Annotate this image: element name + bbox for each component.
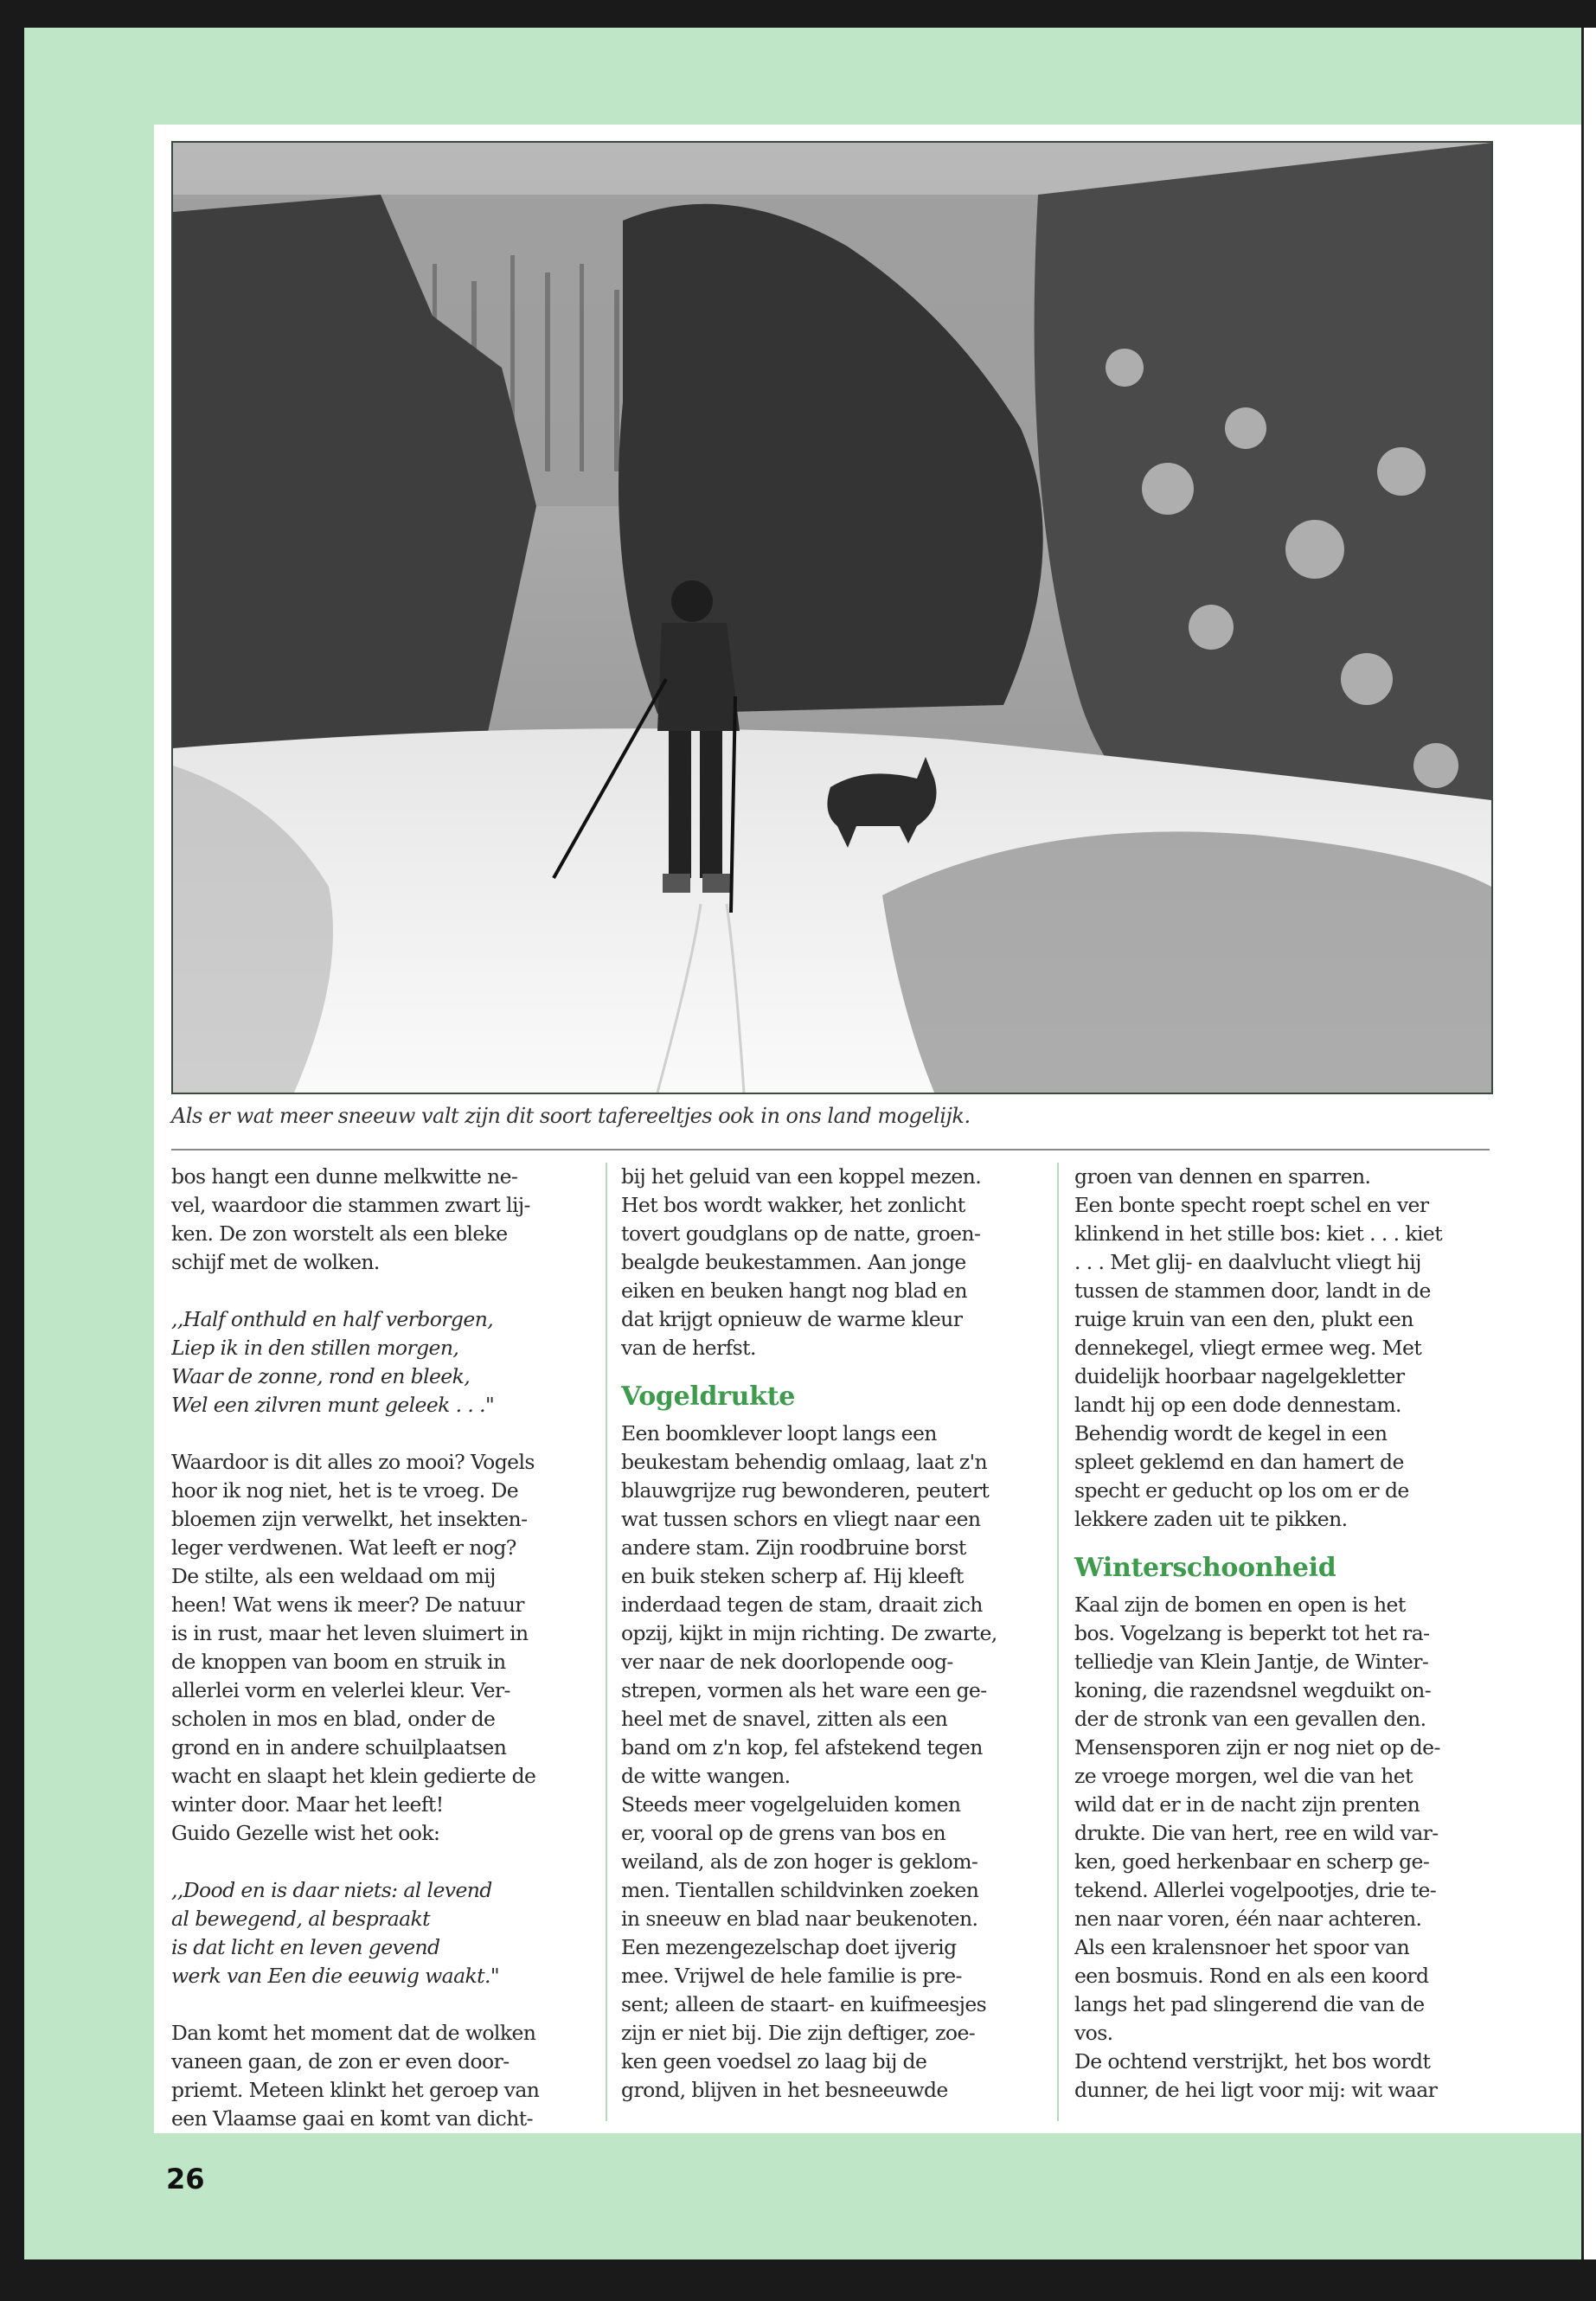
body-line: groen van dennen en sparren. — [1074, 1164, 1371, 1189]
paragraph-gap — [171, 1420, 574, 1448]
body-line: ver naar de nek doorlopende oog- — [621, 1650, 953, 1674]
body-line: ken geen voedsel zo laag bij de — [621, 2049, 927, 2073]
body-line: dat krijgt opnieuw de warme kleur — [621, 1307, 963, 1331]
body-line: leger verdwenen. Wat leeft er nog? — [171, 1535, 516, 1560]
section-heading-winterschoonheid: Winterschoonheid — [1074, 1553, 1336, 1583]
body-line: ken, goed herkenbaar en scherp ge- — [1074, 1849, 1430, 1874]
body-line: blauwgrijze rug bewonderen, peutert — [621, 1478, 990, 1503]
body-line: grond en in andere schuilplaatsen — [171, 1735, 507, 1759]
body-line: een bosmuis. Rond en als een koord — [1074, 1964, 1429, 1988]
text-column-1 — [171, 1163, 574, 2133]
body-line: weiland, als de zon hoger is geklom- — [621, 1849, 978, 1874]
body-line: vaneen gaan, de zon er even door- — [171, 2049, 510, 2073]
poem-line: Waar de zonne, rond en bleek, — [171, 1364, 471, 1388]
body-line: Waardoor is dit alles zo mooi? Vogels — [171, 1450, 535, 1474]
body-line: andere stam. Zijn roodbruine borst — [621, 1535, 966, 1560]
body-line: ruige kruin van een den, plukt een — [1074, 1307, 1413, 1331]
body-line: zijn er niet bij. Die zijn deftiger, zoe- — [621, 2021, 976, 2045]
poem-line: Wel een zilvren munt geleek . . ." — [171, 1393, 495, 1417]
body-line: bij het geluid van een koppel mezen. — [621, 1164, 982, 1189]
body-line: scholen in mos en blad, onder de — [171, 1707, 496, 1731]
body-line: sent; alleen de staart- en kuifmeesjes — [621, 1992, 987, 2016]
body-line: schijf met de wolken. — [171, 1250, 380, 1274]
body-line: De ochtend verstrijkt, het bos wordt — [1074, 2049, 1431, 2073]
body-line: mee. Vrijwel de hele familie is pre- — [621, 1964, 962, 1988]
photo-caption: Als er wat meer sneeuw valt zijn dit soort tafereeltjes ook in ons land mogelijk. — [171, 1104, 971, 1128]
body-line: spleet geklemd en dan hamert de — [1074, 1450, 1404, 1474]
body-line: wild dat er in de nacht zijn prenten — [1074, 1792, 1420, 1817]
body-line: Mensensporen zijn er nog niet op de- — [1074, 1735, 1440, 1759]
green-top-border — [24, 28, 1581, 125]
body-line: Behendig wordt de kegel in een — [1074, 1421, 1388, 1445]
right-page-edge — [1581, 28, 1596, 2259]
body-line: hoor ik nog niet, het is te vroeg. De — [171, 1478, 519, 1503]
body-line: klinkend in het stille bos: kiet . . . kiet — [1074, 1221, 1443, 1246]
body-line: de knoppen van boom en struik in — [171, 1650, 506, 1674]
poem-line: Liep ik in den stillen morgen, — [171, 1336, 459, 1360]
body-line: heen! Wat wens ik meer? De natuur — [171, 1593, 524, 1617]
bottom-scan-edge — [0, 2259, 1596, 2301]
text-column-2 — [621, 1163, 1028, 2105]
body-line: in sneeuw en blad naar beukenoten. — [621, 1907, 978, 1931]
body-line: Een mezengezelschap doet ijverig — [621, 1935, 957, 1959]
poem-line: al bewegend, al bespraakt — [171, 1907, 431, 1931]
text-column-3 — [1074, 1163, 1481, 2105]
body-line: tekend. Allerlei vogelpootjes, drie te- — [1074, 1878, 1437, 1902]
body-line: Guido Gezelle wist het ook: — [171, 1821, 440, 1845]
paragraph-gap — [171, 1848, 574, 1876]
body-line: ze vroege morgen, wel die van het — [1074, 1764, 1413, 1788]
body-line: specht er geducht op los om er de — [1074, 1478, 1409, 1503]
body-line: bealgde beukestammen. Aan jonge — [621, 1250, 966, 1274]
paragraph-gap — [171, 1990, 574, 2019]
body-line: ken. De zon worstelt als een bleke — [171, 1221, 508, 1246]
body-line: inderdaad tegen de stam, draait zich — [621, 1593, 983, 1617]
body-line: tussen de stammen door, landt in de — [1074, 1279, 1431, 1303]
body-line: bos. Vogelzang is beperkt tot het ra- — [1074, 1621, 1430, 1645]
body-line: is in rust, maar het leven sluimert in — [171, 1621, 529, 1645]
body-line: der de stronk van een gevallen den. — [1074, 1707, 1426, 1731]
body-line: beukestam behendig omlaag, laat z'n — [621, 1450, 988, 1474]
body-line: koning, die razendsnel wegduikt on- — [1074, 1678, 1432, 1702]
page-number: 26 — [166, 2163, 205, 2195]
column-divider — [1057, 1163, 1059, 2121]
body-line: vos. — [1074, 2021, 1113, 2045]
column-divider — [606, 1163, 607, 2121]
body-line: en buik steken scherp af. Hij kleeft — [621, 1564, 964, 1588]
body-line: wacht en slaapt het klein gedierte de — [171, 1764, 536, 1788]
poem-line: ,,Half onthuld en half verborgen, — [171, 1307, 494, 1331]
paragraph-gap — [171, 1277, 574, 1305]
body-line: . . . Met glij- en daalvlucht vliegt hij — [1074, 1250, 1421, 1274]
body-line: landt hij op een dode dennestam. — [1074, 1393, 1401, 1417]
body-line: strepen, vormen als het ware een ge- — [621, 1678, 987, 1702]
poem-line: ,,Dood en is daar niets: al levend — [171, 1878, 492, 1902]
green-bottom-border — [24, 2133, 1581, 2259]
body-line: de witte wangen. — [621, 1764, 791, 1788]
body-line: eiken en beuken hangt nog blad en — [621, 1279, 967, 1303]
green-left-border — [24, 28, 154, 2259]
body-line: Het bos wordt wakker, het zonlicht — [621, 1193, 965, 1217]
body-line: Een bonte specht roept schel en ver — [1074, 1193, 1429, 1217]
body-line: wat tussen schors en vliegt naar een — [621, 1507, 981, 1531]
body-line: De stilte, als een weldaad om mij — [171, 1564, 496, 1588]
body-line: grond, blijven in het besneeuwde — [621, 2078, 948, 2102]
body-line: band om z'n kop, fel afstekend tegen — [621, 1735, 983, 1759]
body-line: bos hangt een dunne melkwitte ne- — [171, 1164, 518, 1189]
winter-forest-skier-photo — [171, 141, 1493, 1094]
body-line: Dan komt het moment dat de wolken — [171, 2021, 536, 2045]
body-line: telliedje van Klein Jantje, de Winter- — [1074, 1650, 1429, 1674]
section-heading-vogeldrukte: Vogeldrukte — [621, 1381, 796, 1412]
body-line: Als een kralensnoer het spoor van — [1074, 1935, 1410, 1959]
body-line: dunner, de hei ligt voor mij: wit waar — [1074, 2078, 1438, 2102]
poem-line: werk van Een die eeuwig waakt." — [171, 1964, 500, 1988]
body-line: winter door. Maar het leeft! — [171, 1792, 444, 1817]
body-line: bloemen zijn verwelkt, het insekten- — [171, 1507, 528, 1531]
body-line: Een boomklever loopt langs een — [621, 1421, 937, 1445]
body-line: opzij, kijkt in mijn richting. De zwarte, — [621, 1621, 997, 1645]
body-line: vel, waardoor die stammen zwart lij- — [171, 1193, 530, 1217]
body-line: heel met de snavel, zitten als een — [621, 1707, 948, 1731]
body-line: tovert goudglans op de natte, groen- — [621, 1221, 981, 1246]
body-line: men. Tientallen schildvinken zoeken — [621, 1878, 979, 1902]
body-line: Kaal zijn de bomen en open is het — [1074, 1593, 1406, 1617]
body-line: langs het pad slingerend die van de — [1074, 1992, 1425, 2016]
body-line: allerlei vorm en velerlei kleur. Ver- — [171, 1678, 510, 1702]
body-line: er, vooral op de grens van bos en — [621, 1821, 946, 1845]
body-line: priemt. Meteen klinkt het geroep van — [171, 2078, 540, 2102]
body-line: drukte. Die van hert, ree en wild var- — [1074, 1821, 1439, 1845]
body-line: dennekegel, vliegt ermee weg. Met — [1074, 1336, 1422, 1360]
caption-divider — [171, 1149, 1490, 1150]
body-line: duidelijk hoorbaar nagelgekletter — [1074, 1364, 1405, 1388]
body-line: lekkere zaden uit te pikken. — [1074, 1507, 1348, 1531]
body-line: van de herfst. — [621, 1336, 756, 1360]
poem-line: is dat licht en leven gevend — [171, 1935, 440, 1959]
body-line: Steeds meer vogelgeluiden komen — [621, 1792, 961, 1817]
body-line: nen naar voren, één naar achteren. — [1074, 1907, 1422, 1931]
body-line: een Vlaamse gaai en komt van dicht- — [171, 2106, 533, 2131]
